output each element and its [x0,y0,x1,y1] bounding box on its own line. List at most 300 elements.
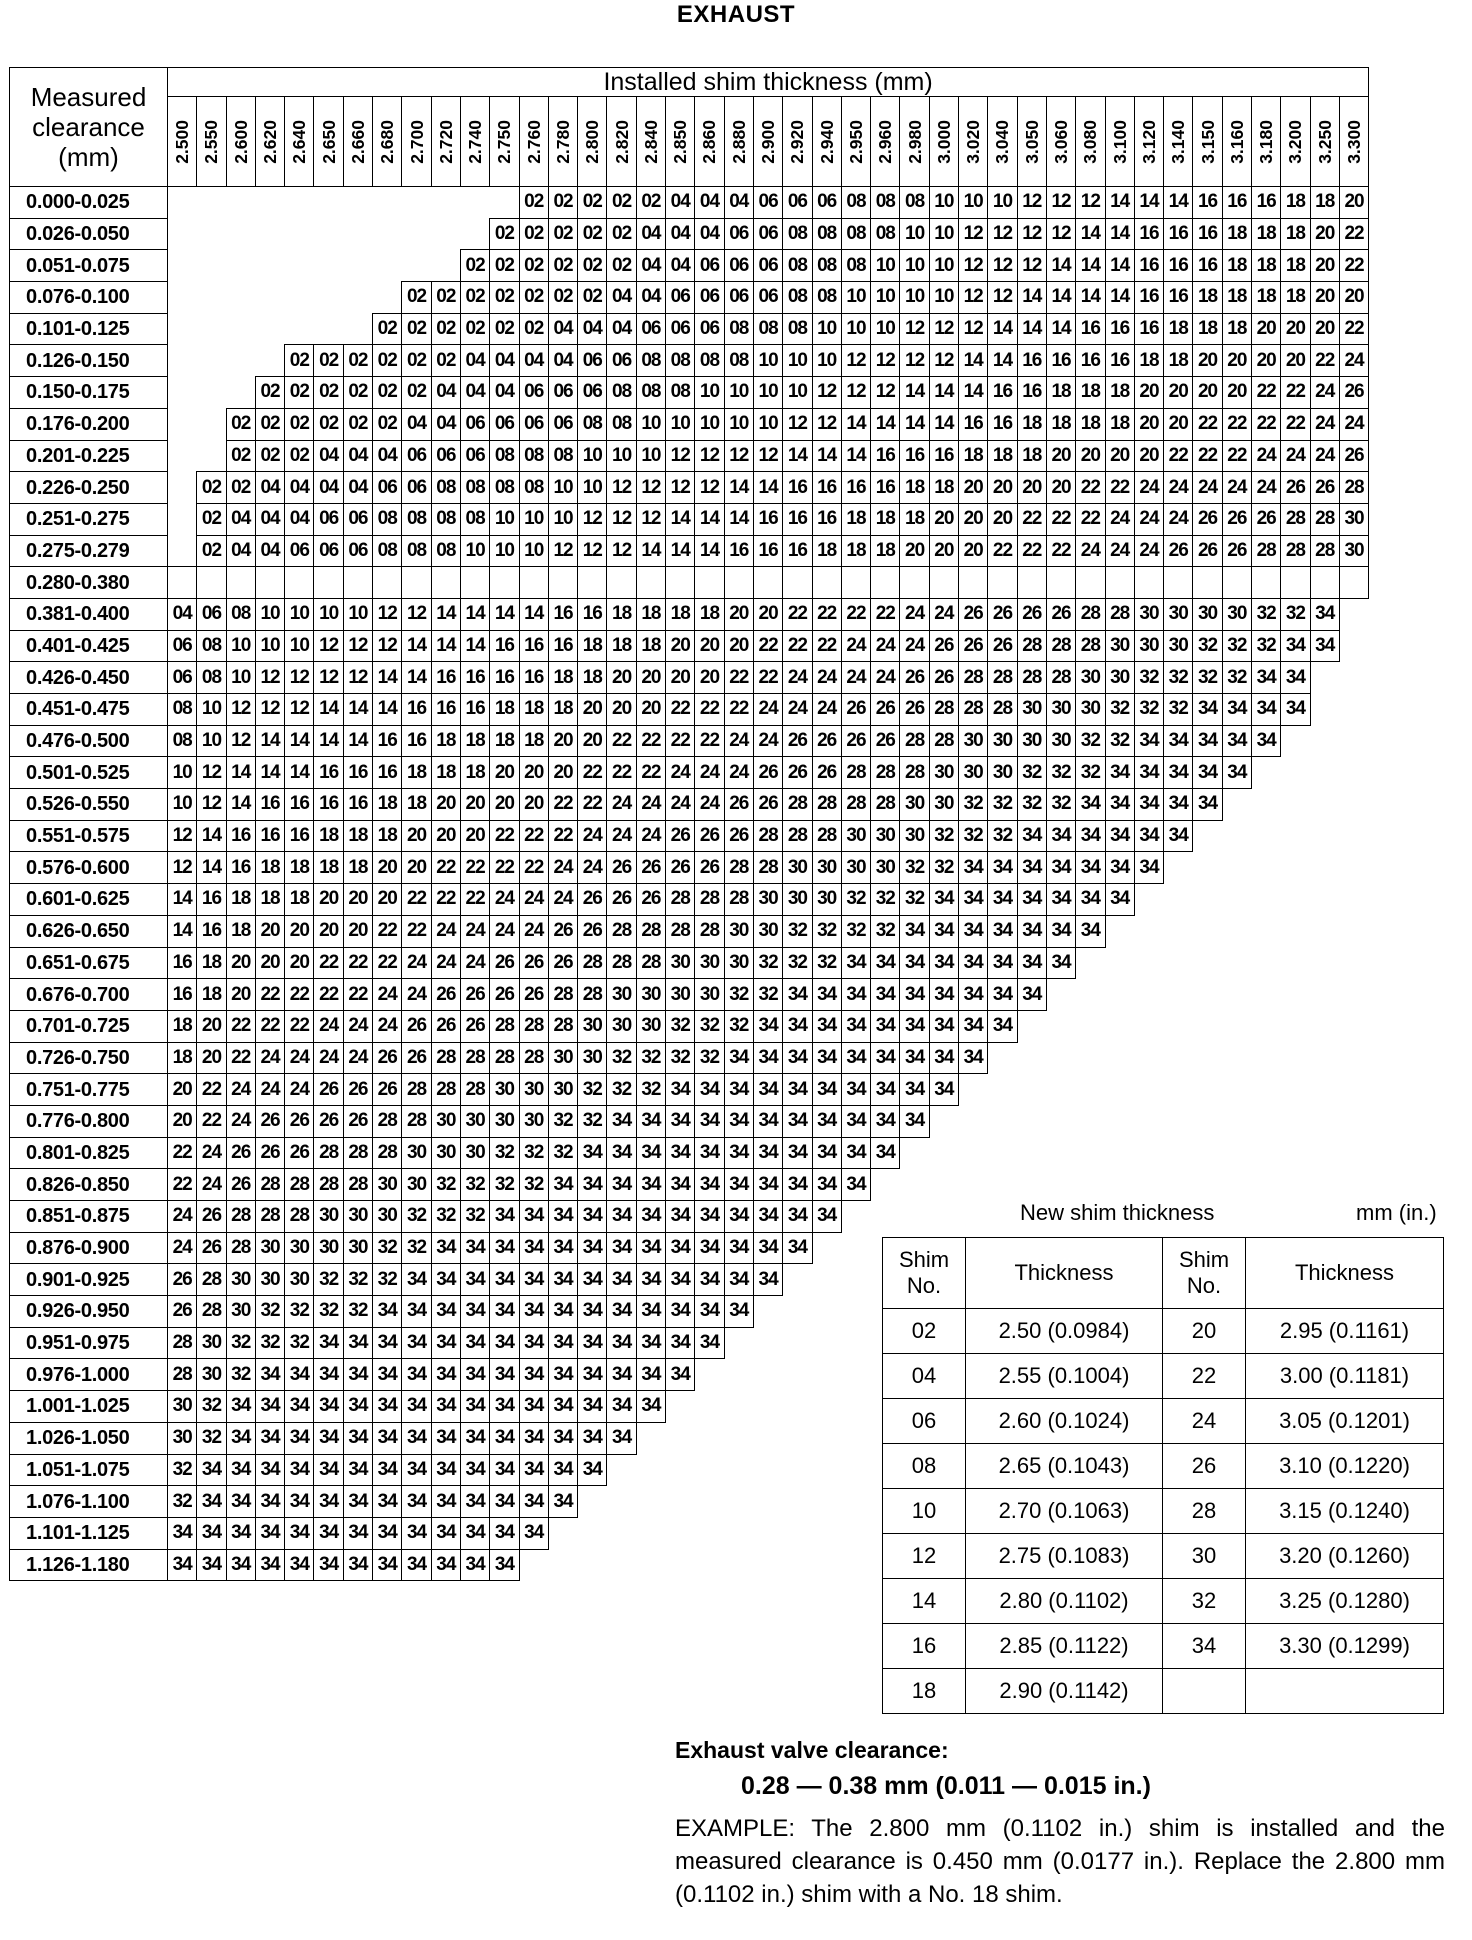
shim-cell: 12 [1017,187,1046,219]
shim-cell: 24 [724,757,753,789]
shim-cell: 04 [578,313,607,345]
shim-cell: 34 [988,979,1017,1011]
shim-cell [1076,567,1105,599]
shim-thickness-cell: 2.80 (0.1102) [966,1579,1163,1624]
shim-cell: 34 [929,1074,958,1106]
empty-cell [1251,1169,1280,1201]
shim-cell: 06 [783,187,812,219]
shim-cell: 24 [548,852,577,884]
shim-cell: 20 [695,662,724,694]
shim-cell: 22 [1310,345,1339,377]
shim-cell: 30 [724,947,753,979]
empty-cell [431,187,460,219]
shim-cell: 18 [460,757,489,789]
shim-cell: 28 [1017,662,1046,694]
shim-cell: 30 [1076,694,1105,726]
shim-cell: 26 [460,1010,489,1042]
shim-cell: 26 [959,630,988,662]
shim-cell: 24 [314,1010,343,1042]
shim-cell: 18 [343,852,372,884]
shim-cell: 34 [1017,979,1046,1011]
shim-cell: 08 [431,535,460,567]
shim-cell: 26 [666,852,695,884]
shim-cell: 20 [1281,313,1310,345]
shim-cell: 34 [900,1042,929,1074]
shim-cell: 22 [168,1169,197,1201]
empty-cell [285,250,314,282]
shim-cell: 20 [929,535,958,567]
shim-cell: 16 [226,852,255,884]
shim-cell: 20 [255,947,284,979]
shim-cell: 30 [255,1232,284,1264]
shim-cell: 34 [519,1232,548,1264]
shim-cell: 10 [226,662,255,694]
shim-cell: 08 [197,662,226,694]
shim-cell: 34 [343,1454,372,1486]
empty-cell [753,1422,782,1454]
shim-cell: 32 [753,979,782,1011]
shim-cell: 10 [226,630,255,662]
empty-cell [1339,852,1368,884]
shim-cell: 32 [1193,630,1222,662]
shim-cell: 26 [548,947,577,979]
shim-cell: 20 [1339,187,1368,219]
shim-cell: 20 [373,884,402,916]
empty-cell [1310,725,1339,757]
shim-cell: 14 [1105,187,1134,219]
shim-cell: 16 [519,630,548,662]
shim-cell: 14 [1134,187,1163,219]
shim-cell: 30 [695,979,724,1011]
shim-column-header [1339,97,1368,187]
shim-cell: 28 [900,757,929,789]
shim-cell: 20 [1134,440,1163,472]
shim-cell: 08 [548,440,577,472]
shim-cell: 20 [1193,377,1222,409]
empty-cell [1164,1105,1193,1137]
clearance-range: 0.451-0.475 [10,694,168,726]
empty-cell [929,1105,958,1137]
shim-cell: 34 [519,1327,548,1359]
shim-cell: 28 [929,725,958,757]
shim-cell: 32 [578,1105,607,1137]
shim-cell: 30 [1339,535,1368,567]
shim-cell: 16 [578,598,607,630]
shim-cell: 24 [783,694,812,726]
shim-cell: 14 [636,535,665,567]
shim-cell: 26 [168,1296,197,1328]
shim-cell: 28 [1310,535,1339,567]
empty-cell [1310,1074,1339,1106]
clearance-range: 1.126-1.180 [10,1549,168,1581]
shim-cell: 24 [343,1010,372,1042]
shim-column-header [753,97,782,187]
empty-cell [841,1517,870,1549]
shim-cell: 26 [490,947,519,979]
shim-cell: 34 [226,1422,255,1454]
shim-cell: 34 [519,1391,548,1423]
shim-cell: 34 [578,1391,607,1423]
shim-cell: 34 [1134,789,1163,821]
empty-cell [1310,662,1339,694]
clearance-title: Exhaust valve clearance: [675,1737,949,1763]
empty-cell [1339,1169,1368,1201]
shim-cell: 02 [373,408,402,440]
shim-cell: 26 [959,598,988,630]
shim-cell: 32 [607,1042,636,1074]
shim-cell: 12 [959,218,988,250]
table-row [10,472,1369,504]
shim-cell: 34 [783,1232,812,1264]
shim-cell: 12 [959,313,988,345]
empty-cell [197,440,226,472]
shim-cell: 34 [460,1454,489,1486]
shim-cell [959,567,988,599]
empty-cell [695,1549,724,1581]
shim-cell: 02 [490,250,519,282]
shim-number-cell: 08 [883,1444,966,1489]
shim-number-cell: 14 [883,1579,966,1624]
shim-number-cell: 12 [883,1534,966,1579]
shim-cell: 34 [168,1549,197,1581]
empty-cell [1193,1137,1222,1169]
shim-cell [1134,567,1163,599]
clearance-range: 0.201-0.225 [10,440,168,472]
shim-cell: 34 [343,1359,372,1391]
shim-cell: 16 [255,789,284,821]
shim-cell: 24 [519,915,548,947]
shim-cell: 20 [460,820,489,852]
shim-cell: 04 [168,598,197,630]
shim-cell: 20 [373,852,402,884]
thickness-header: Thickness [1246,1238,1444,1309]
shim-cell: 26 [1017,598,1046,630]
shim-cell: 02 [519,313,548,345]
shim-cell: 18 [314,852,343,884]
shim-cell: 34 [783,1169,812,1201]
shim-cell: 34 [753,1232,782,1264]
empty-cell [1017,1010,1046,1042]
shim-column-label: 2.650 [318,119,339,164]
shim-cell: 18 [197,947,226,979]
shim-cell: 34 [431,1391,460,1423]
empty-cell [402,250,431,282]
shim-cell: 32 [783,915,812,947]
shim-cell: 30 [607,979,636,1011]
empty-cell [1339,1105,1368,1137]
shim-cell: 20 [695,630,724,662]
shim-cell: 30 [753,915,782,947]
shim-cell: 26 [578,915,607,947]
shim-cell: 02 [285,377,314,409]
shim-cell: 34 [490,1422,519,1454]
shim-cell: 34 [490,1549,519,1581]
shim-cell: 10 [519,535,548,567]
shim-cell: 34 [666,1327,695,1359]
shim-cell: 08 [841,187,870,219]
shim-cell: 18 [402,757,431,789]
shim-cell: 24 [431,947,460,979]
shim-cell: 22 [1046,535,1075,567]
shim-cell [607,567,636,599]
empty-cell [783,1359,812,1391]
shim-cell: 30 [373,1169,402,1201]
shim-cell: 04 [314,472,343,504]
shim-cell: 34 [460,1296,489,1328]
empty-cell [1251,1201,1280,1233]
shim-column-header [724,97,753,187]
shim-cell: 30 [1164,630,1193,662]
shim-cell: 30 [1017,725,1046,757]
empty-cell [255,187,284,219]
empty-cell [1251,1042,1280,1074]
shim-cell: 18 [1076,408,1105,440]
shim-cell: 24 [460,947,489,979]
shim-column-header [695,97,724,187]
shim-cell: 28 [607,915,636,947]
empty-cell [1339,630,1368,662]
clearance-range: 0.851-0.875 [10,1201,168,1233]
clearance-range: 0.176-0.200 [10,408,168,440]
empty-cell [1076,1137,1105,1169]
shim-cell: 34 [636,1327,665,1359]
shim-cell: 30 [783,884,812,916]
empty-cell [578,1517,607,1549]
shim-cell: 12 [988,250,1017,282]
shim-cell: 32 [636,1042,665,1074]
shim-cell: 12 [343,630,372,662]
shim-cell: 30 [519,1105,548,1137]
shim-cell [490,567,519,599]
empty-cell [1251,884,1280,916]
empty-cell [1134,884,1163,916]
shim-cell: 22 [1251,408,1280,440]
shim-cell: 34 [226,1517,255,1549]
shim-cell: 32 [1105,694,1134,726]
empty-cell [168,282,197,314]
empty-cell [1339,694,1368,726]
empty-cell [841,1359,870,1391]
shim-cell: 26 [519,979,548,1011]
empty-cell [753,1486,782,1518]
shim-cell: 30 [724,915,753,947]
table-row [10,1074,1369,1106]
shim-column-label: 2.720 [435,119,456,164]
shim-cell: 22 [1076,472,1105,504]
shim-cell: 30 [871,820,900,852]
shim-cell: 12 [226,725,255,757]
shim-cell: 30 [1339,503,1368,535]
shim-cell: 26 [695,852,724,884]
shim-cell [373,567,402,599]
shim-cell: 34 [812,1074,841,1106]
empty-cell [812,1232,841,1264]
empty-cell [753,1517,782,1549]
shim-cell: 34 [314,1549,343,1581]
shim-cell: 30 [255,1264,284,1296]
shim-cell: 20 [343,915,372,947]
shim-cell: 24 [548,884,577,916]
empty-cell [1193,979,1222,1011]
empty-cell [959,1074,988,1106]
shim-cell: 24 [168,1201,197,1233]
shim-cell: 28 [402,1074,431,1106]
shim-cell: 04 [402,408,431,440]
shim-cell: 22 [548,789,577,821]
shim-cell: 16 [285,789,314,821]
shim-cell: 34 [1105,820,1134,852]
empty-cell [959,1137,988,1169]
shim-cell: 34 [636,1105,665,1137]
empty-cell [1105,947,1134,979]
shim-cell: 34 [841,1105,870,1137]
shim-column-label: 2.500 [172,119,193,164]
shim-cell: 30 [490,1105,519,1137]
shim-cell: 10 [900,250,929,282]
shim-cell: 24 [402,979,431,1011]
empty-cell [1222,1137,1251,1169]
shim-cell: 22 [666,694,695,726]
measured-clearance-header [10,68,168,187]
shim-cell: 08 [666,377,695,409]
shim-thickness-cell: 3.00 (0.1181) [1246,1354,1444,1399]
shim-cell: 22 [1017,503,1046,535]
shim-cell: 34 [783,1137,812,1169]
shim-cell: 06 [431,440,460,472]
empty-cell [783,1517,812,1549]
shim-cell: 02 [402,313,431,345]
shim-cell: 16 [460,662,489,694]
shim-cell: 26 [1310,472,1339,504]
shim-cell: 26 [988,598,1017,630]
shim-cell: 08 [431,503,460,535]
shim-cell: 14 [285,757,314,789]
shim-no-header: Shim No. [1163,1238,1246,1309]
shim-cell: 34 [431,1359,460,1391]
shim-cell: 30 [871,852,900,884]
shim-cell: 12 [343,662,372,694]
shim-cell: 10 [255,598,284,630]
shim-cell: 14 [197,820,226,852]
shim-cell: 28 [460,1074,489,1106]
shim-cell: 04 [666,187,695,219]
shim-cell: 20 [607,694,636,726]
empty-cell [666,1486,695,1518]
shim-cell: 26 [1339,377,1368,409]
shim-cell: 28 [197,1296,226,1328]
empty-cell [197,313,226,345]
shim-cell: 10 [285,630,314,662]
shim-cell: 34 [1281,630,1310,662]
empty-cell [1134,1042,1163,1074]
shim-cell: 14 [929,408,958,440]
shim-cell: 10 [783,377,812,409]
shim-cell: 22 [1193,440,1222,472]
shim-cell: 28 [900,725,929,757]
shim-cell: 28 [1105,598,1134,630]
empty-cell [1105,1042,1134,1074]
empty-cell [1046,979,1075,1011]
shim-cell: 10 [197,694,226,726]
shim-cell: 30 [841,820,870,852]
empty-cell [959,1105,988,1137]
shim-cell: 12 [402,598,431,630]
shim-cell: 28 [197,1264,226,1296]
empty-cell [1251,820,1280,852]
shim-cell: 32 [1193,662,1222,694]
shim-cell: 34 [841,947,870,979]
shim-column-header [1164,97,1193,187]
shim-cell: 12 [1017,218,1046,250]
empty-cell [1310,1137,1339,1169]
shim-cell: 04 [490,345,519,377]
shim-cell: 02 [460,282,489,314]
shim-cell: 34 [1193,757,1222,789]
shim-cell: 02 [285,408,314,440]
shim-cell: 28 [812,789,841,821]
shim-cell: 06 [548,377,577,409]
new-shim-thickness-table [882,1237,1444,1714]
empty-cell [1164,979,1193,1011]
shim-thickness-cell: 3.05 (0.1201) [1246,1399,1444,1444]
clearance-range: 0.426-0.450 [10,662,168,694]
measured-header-line-2: clearance [32,112,145,142]
shim-cell: 28 [871,789,900,821]
shim-cell: 22 [226,1010,255,1042]
shim-cell: 22 [519,820,548,852]
table-row [10,852,1369,884]
shim-cell: 26 [783,725,812,757]
table-row [883,1669,1444,1714]
shim-cell: 12 [607,535,636,567]
shim-cell: 18 [1046,377,1075,409]
shim-cell: 34 [695,1327,724,1359]
shim-cell: 10 [900,282,929,314]
shim-cell: 34 [1310,630,1339,662]
shim-cell: 18 [1105,377,1134,409]
shim-cell: 34 [490,1232,519,1264]
shim-cell: 32 [1251,598,1280,630]
clearance-range: 1.026-1.050 [10,1422,168,1454]
empty-cell [1134,915,1163,947]
shim-cell: 08 [636,377,665,409]
shim-cell: 34 [285,1454,314,1486]
shim-cell: 34 [373,1549,402,1581]
shim-cell: 32 [607,1074,636,1106]
clearance-range: 0.826-0.850 [10,1169,168,1201]
shim-cell: 34 [841,1074,870,1106]
empty-cell [578,1549,607,1581]
shim-cell: 14 [460,598,489,630]
shim-cell: 28 [168,1327,197,1359]
shim-cell: 04 [226,535,255,567]
shim-cell: 30 [168,1391,197,1423]
shim-cell: 06 [695,250,724,282]
shim-cell: 08 [783,218,812,250]
empty-cell [1105,1105,1134,1137]
shim-cell: 28 [578,947,607,979]
empty-cell [460,218,489,250]
empty-cell [1222,1042,1251,1074]
shim-cell: 14 [373,662,402,694]
shim-cell: 34 [285,1517,314,1549]
shim-cell: 02 [490,282,519,314]
shim-cell: 12 [841,345,870,377]
shim-cell: 16 [1193,187,1222,219]
shim-column-label: 2.760 [523,119,544,164]
shim-column-label: 3.050 [1021,119,1042,164]
shim-cell: 34 [695,1201,724,1233]
